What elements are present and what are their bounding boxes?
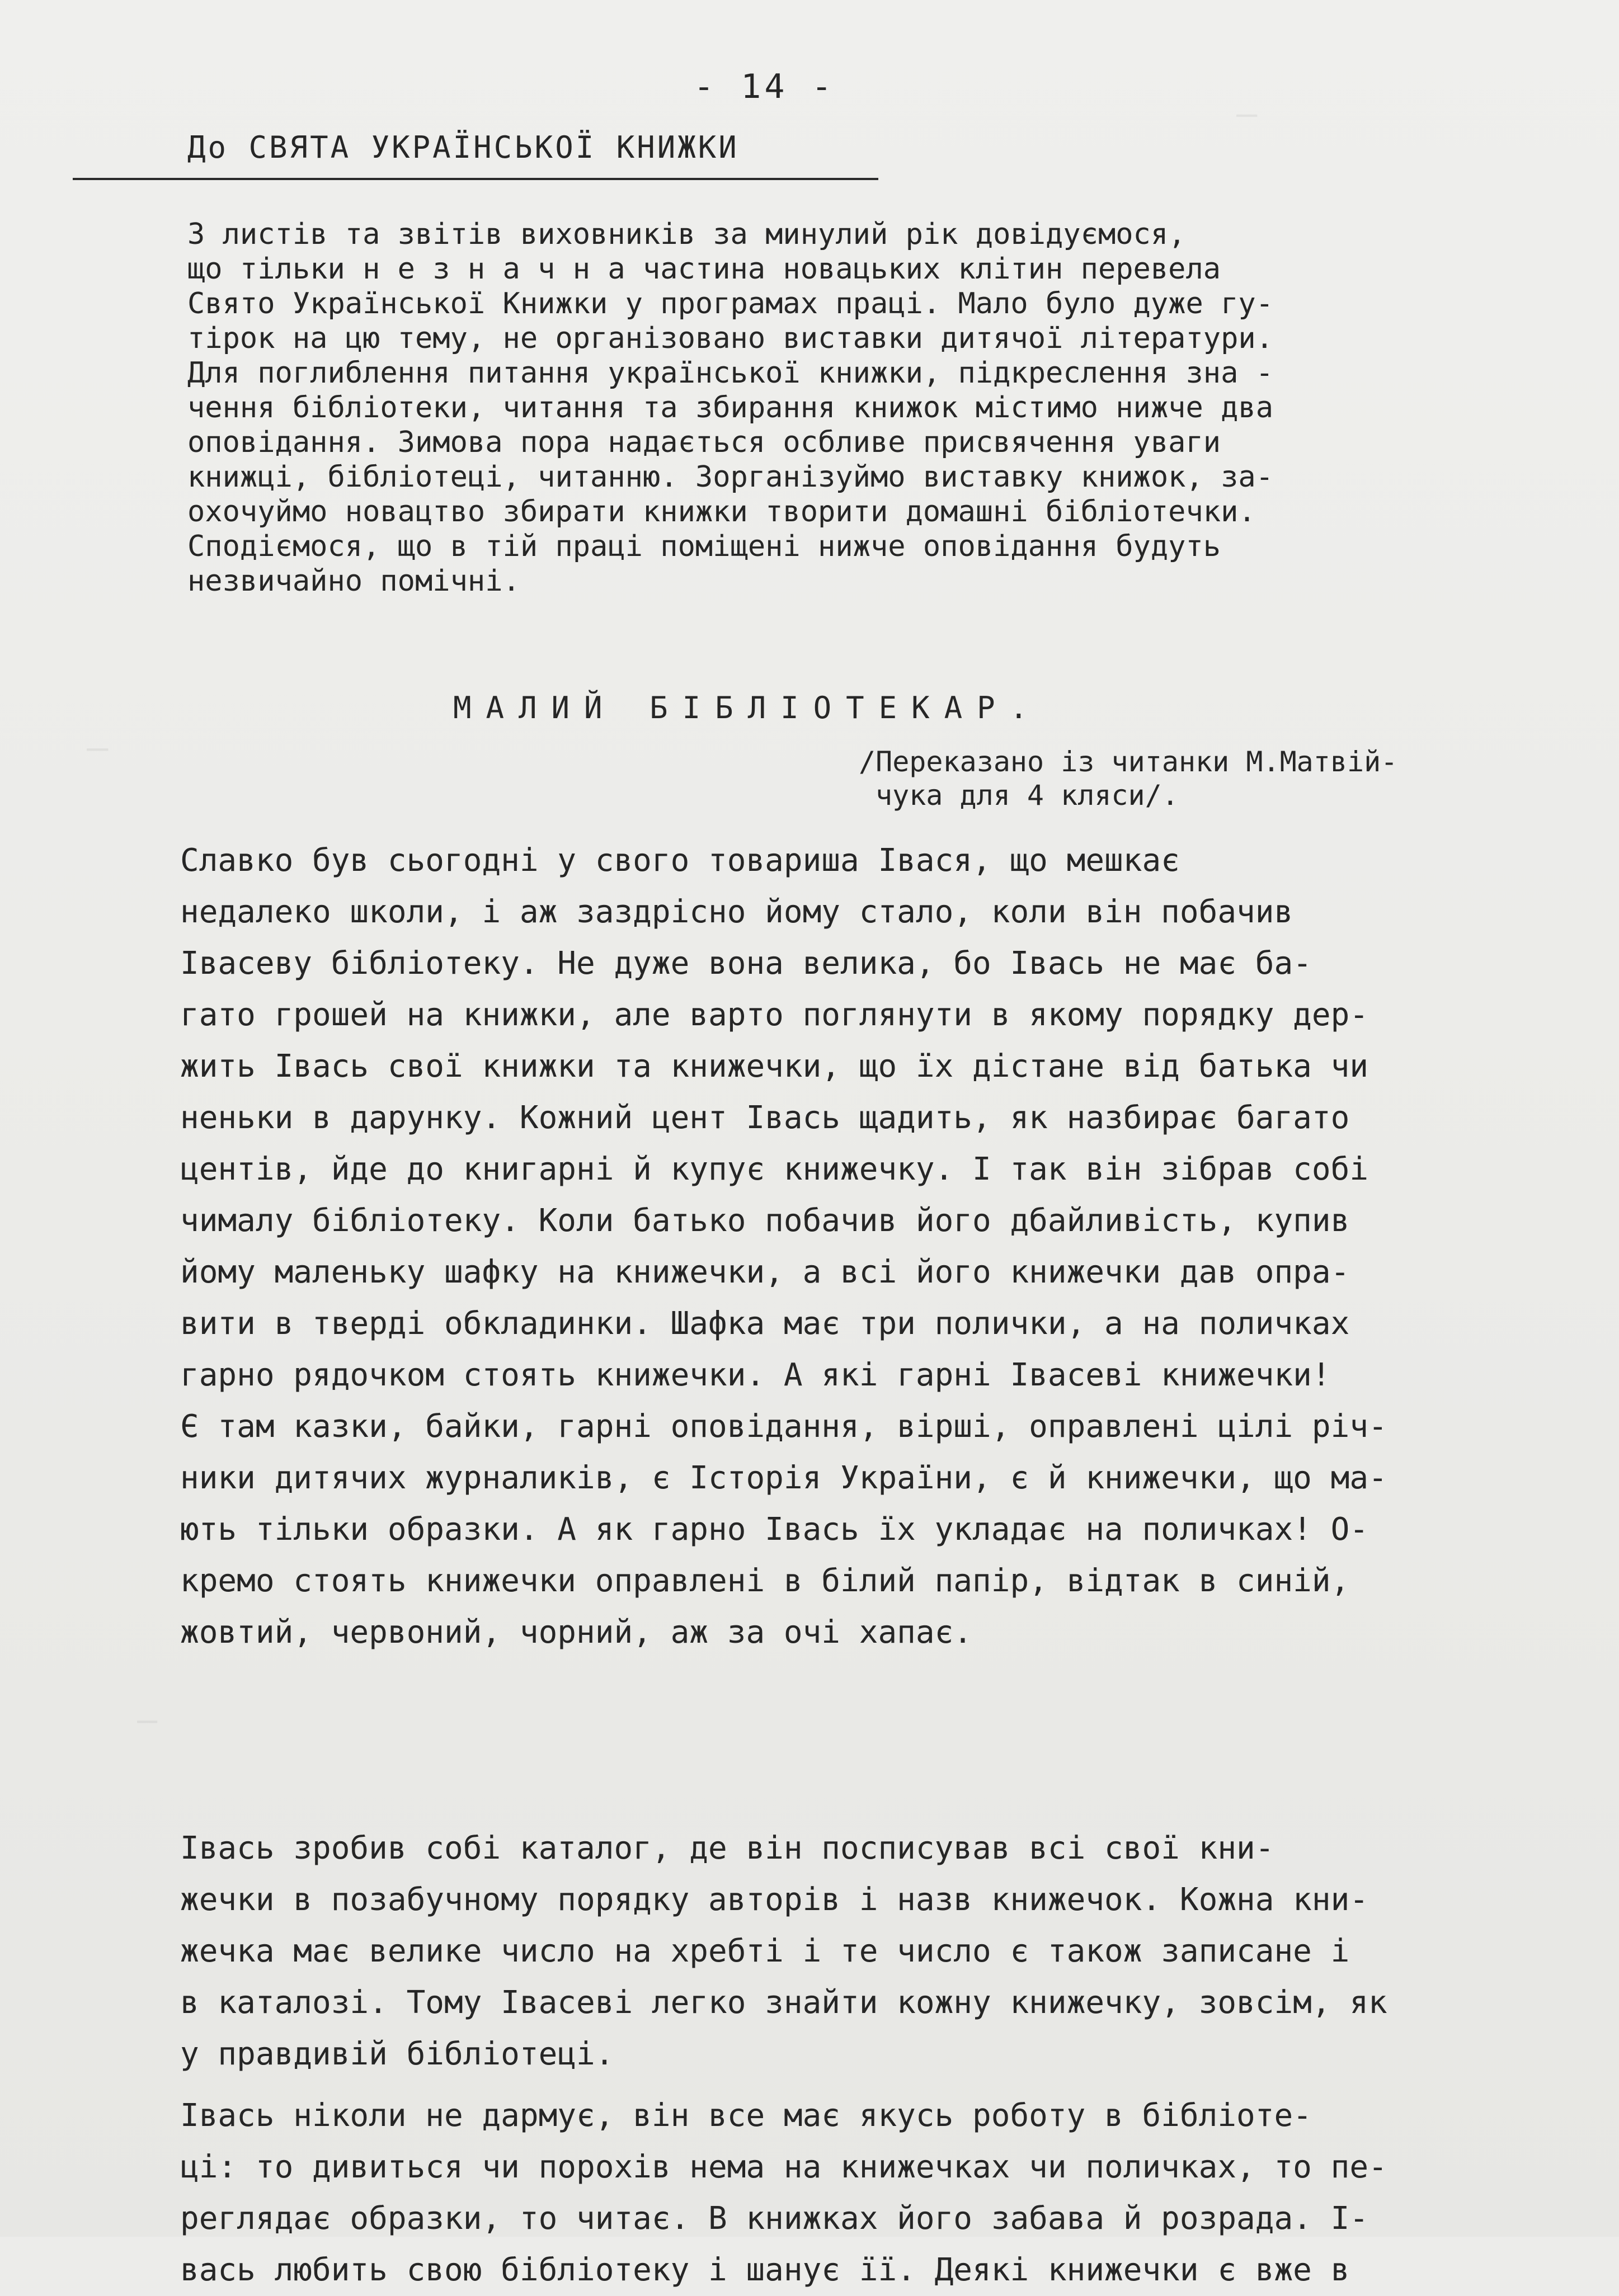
story-line: вити в тверді обкладинки. Шафка має три полички, а на поличках (180, 1305, 1350, 1342)
story-line: реглядає образки, то читає. В книжках його забава й розрада. І- (180, 2200, 1369, 2237)
intro-paragraph (187, 217, 1519, 668)
story-line: ють тільки образки. А як гарно Івась їх укладає на поличках! О- (180, 1511, 1369, 1548)
story-line: Славко був сьогодні у свого товариша Івася, що мешкає (180, 842, 1180, 879)
intro-line: незвичайно помічні. (187, 564, 520, 598)
story-line: ці: то дивиться чи порохів нема на книжечках чи поличках, то пе- (180, 2149, 1387, 2185)
intro-line: З листів та звітів виховників за минулий рік довідуємося, (187, 218, 1186, 251)
bleedthrough-bottom-left-mark: — (137, 1700, 161, 1739)
story-line: гато грошей на книжки, але варто поглянути в якому порядку дер- (180, 997, 1369, 1033)
story-line: гарно рядочком стоять книжечки. А які гарні Івасеві книжечки! (180, 1357, 1331, 1393)
paragraph-gap (180, 1813, 1523, 1823)
intro-line: чення бібліотеки, читання та збирання книжок містимо нижче два (187, 391, 1274, 425)
page-number: - 14 - (694, 67, 835, 106)
intro-line: тірок на цю тему, не організовано виставки дитячої літератури. (187, 322, 1274, 355)
intro-line: що тільки н е з н а ч н а частина новацьких клітин перевела (187, 252, 1221, 286)
story-source-line: чука для 4 кляси/. (876, 779, 1179, 812)
story-line: жечки в позабучному порядку авторів і назв книжечок. Кожна кни- (180, 1882, 1369, 1918)
story-line: неньки в дарунку. Кожний цент Івась щадить, як назбирає багато (180, 1100, 1350, 1136)
story-line: Є там казки, байки, гарні оповідання, вірші, оправлені цілі річ- (180, 1408, 1387, 1445)
story-body (180, 835, 1523, 2296)
story-source-line: /Переказано із читанки М.Матвій- (859, 746, 1398, 778)
story-line: жечка має велике число на хребті і те число є також записане і (180, 1933, 1350, 1969)
story-line: Івась зробив собі каталог, де він посписував всі свої кни- (180, 1830, 1274, 1866)
story-line: ники дитячих журналиків, є Історія України, є й книжечки, що ма- (180, 1460, 1387, 1496)
story-line (180, 1761, 1523, 1813)
section-heading: До СВЯТА УКРАЇНСЬКОЇ КНИЖКИ (187, 130, 739, 165)
intro-line: охочуймо новацтво збирати книжки творити домашні бібліотечки. (187, 495, 1256, 529)
story-line: жить Івась свої книжки та книжечки, що їх дістане від батька чи (180, 1048, 1369, 1085)
intro-line: оповідання. Зимова пора надається осбливе присвячення уваги (187, 426, 1221, 459)
story-line: жовтий, червоний, чорний, аж за очі хапає. (180, 1614, 973, 1651)
intro-line: книжці, бібліотеці, читанню. Зорганізуймо виставку книжок, за- (187, 460, 1274, 494)
paragraph-gap (180, 2080, 1523, 2090)
intro-line (187, 598, 1519, 633)
story-line (180, 1710, 1523, 1761)
intro-line: Сподіємося, що в тій праці поміщені нижче оповідання будуть (187, 530, 1221, 563)
story-line: кремо стоять книжечки оправлені в білий папір, відтак в синій, (180, 1563, 1350, 1599)
story-line: недалеко школи, і аж заздрісно йому стало, коли він побачив (180, 894, 1293, 930)
intro-line: Свято Української Книжки у програмах праці. Мало було дуже гу- (187, 287, 1274, 320)
story-line: в каталозі. Тому Івасеві легко знайти кожну книжечку, зовсім, як (180, 1984, 1387, 2021)
intro-line: Для поглиблення питання української книжки, підкреслення зна - (187, 356, 1274, 390)
heading-underline (73, 178, 878, 180)
bleedthrough-top-right-mark: — (1236, 93, 1261, 134)
story-line (180, 1658, 1523, 1710)
intro-line (187, 633, 1519, 668)
story-line: у правдивій бібліотеці. (180, 2036, 614, 2072)
story-line: вась любить свою бібліотеку і шанує її. Деякі книжечки є вже в (180, 2252, 1350, 2288)
story-line: центів, йде до книгарні й купує книжечку. І так він зібрав собі (180, 1151, 1369, 1187)
story-line: Івась ніколи не дармує, він все має якусь роботу в бібліоте- (180, 2097, 1312, 2134)
story-line: йому маленьку шафку на книжечки, а всі його книжечки дав опра- (180, 1254, 1350, 1290)
story-title: МАЛИЙ БІБЛІОТЕКАР. (453, 690, 1043, 725)
story-line: Івасеву бібліотеку. Не дуже вона велика, бо Івась не має ба- (180, 945, 1312, 982)
story-line: чималу бібліотеку. Коли батько побачив його дбайливість, купив (180, 1203, 1350, 1239)
story-source-note (859, 745, 1397, 812)
bleedthrough-left-mark: — (87, 727, 112, 769)
